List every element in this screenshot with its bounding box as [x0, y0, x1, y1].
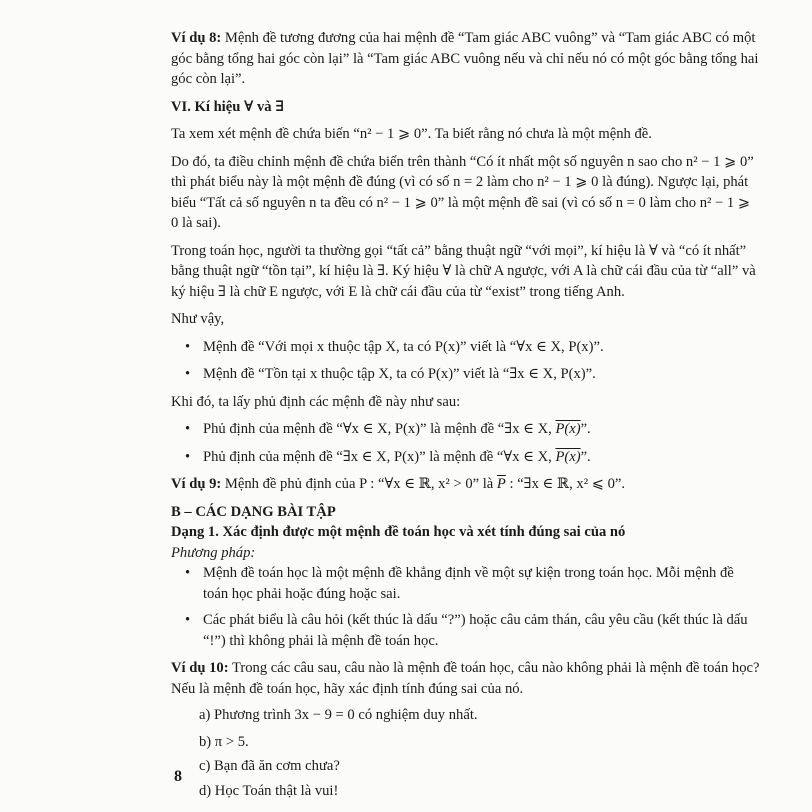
example-9 [171, 474, 761, 495]
list-item: c) Bạn đã ăn cơm chưa? [199, 758, 340, 774]
negation-1-end: ”. [580, 421, 591, 437]
method-label: Phương pháp: [171, 544, 256, 561]
list-item: b) π > 5. [199, 733, 249, 750]
list-item [171, 447, 761, 468]
example-9-text-b: : “∃x ∈ ℝ, x² ⩽ 0”. [505, 476, 626, 492]
negation-list [171, 419, 761, 467]
forall-exists-list [171, 337, 761, 385]
example-10-items [171, 705, 761, 801]
section-vi-title: VI. Kí hiệu ∀ và ∃ [171, 98, 285, 115]
example-9-pbar: $\overline{P}$ [496, 476, 506, 492]
dang-1-title: Dạng 1. Xác định được một mệnh đề toán học và xét tính đúng sai của nó [171, 524, 626, 540]
negation-1-text: Phủ định của mệnh đề “∀x ∈ X, P(x)” là mệnh đề “∃x ∈ X, [203, 421, 556, 437]
page-content [171, 28, 761, 801]
example-9-text-a: Mệnh đề phủ định của P : “∀x ∈ ℝ, x² > 0” là [221, 476, 497, 492]
page-number: 8 [174, 768, 182, 785]
paragraph-5: Khi đó, ta lấy phủ định các mệnh đề này như sau: [171, 393, 461, 410]
list-item: • Mệnh đề “Tồn tại x thuộc tập X, ta có P(x)” viết là “∃x ∈ X, P(x)”. [171, 364, 761, 385]
section-b-title: B – CÁC DẠNG BÀI TẬP [171, 503, 336, 520]
example-8-label: Ví dụ 8: [171, 30, 222, 46]
paragraph-4: Như vậy, [171, 311, 225, 327]
negation-1-bar: P(x) [555, 421, 581, 437]
paragraph-1: Ta xem xét mệnh đề chứa biến “n² − 1 ⩾ 0”. Ta biết rằng nó chưa là một mệnh đề. [171, 126, 652, 142]
negation-2-bar: P(x) [555, 448, 581, 465]
example-10 [171, 658, 761, 699]
list-item: • Mệnh đề toán học là một mệnh đề khẳng định về một sự kiện trong toán học. Mỗi mệnh đề toán học phải hoặc đúng hoặc sai. [171, 563, 761, 604]
example-10-label: Ví dụ 10: [171, 660, 229, 676]
list-item: • Các phát biểu là câu hỏi (kết thúc là dấu “?”) hoặc câu cảm thán, câu yêu cầu (kết thúc là dấu “!”) thì không phải là mệnh đề toán học. [171, 610, 761, 651]
negation-2-text: Phủ định của mệnh đề “∃x ∈ X, P(x)” là mệnh đề “∀x ∈ X, [203, 448, 556, 465]
list-item: • Mệnh đề “Với mọi x thuộc tập X, ta có P(x)” viết là “∀x ∈ X, P(x)”. [171, 337, 761, 358]
example-9-label: Ví dụ 9: [171, 476, 222, 492]
method-list [171, 563, 761, 651]
list-item: d) Học Toán thật là vui! [199, 782, 339, 799]
example-8 [171, 28, 761, 90]
paragraph-3: Trong toán học, người ta thường gọi “tất cả” bằng thuật ngữ “với mọi”, kí hiệu là ∀ và “có ít nhất” bằng thuật ngữ “tồn tại”, kí hiệu là ∃. Ký hiệu ∀ là chữ A ngược, với A là chữ cái đầu của từ “all” và ký hiệu ∃ là chữ E ngược, với E là chữ cái đầu của từ “exist” trong tiếng Anh. [171, 242, 756, 300]
negation-2-end: ”. [580, 448, 591, 465]
list-item: a) Phương trình 3x − 9 = 0 có nghiệm duy nhất. [199, 707, 478, 723]
example-8-text: Mệnh đề tương đương của hai mệnh đề “Tam giác ABC vuông” và “Tam giác ABC có một góc bằng tổng hai góc còn lại” là “Tam giác ABC vuông nếu và chỉ nếu nó có một góc bằng tổng hai góc còn lại”. [171, 30, 759, 87]
paragraph-2: Do đó, ta điều chỉnh mệnh đề chứa biến trên thành “Có ít nhất một số nguyên n sao cho n² − 1 ⩾ 0” thì phát biểu này là một mệnh đề đúng (vì có số n = 2 làm cho n² − 1 ⩾ 0 là đúng). Ngược lại, phát biểu “Tất cả số nguyên n ta đều có n² − 1 ⩾ 0” là một mệnh đề sai (vì có số n = 0 làm cho n² − 1 ⩾ 0 là sai). [171, 153, 754, 231]
list-item [171, 419, 761, 440]
example-10-text: Trong các câu sau, câu nào là mệnh đề toán học, câu nào không phải là mệnh đề toán học? Nếu là mệnh đề toán học, hãy xác định tính đúng sai của nó. [171, 660, 760, 697]
